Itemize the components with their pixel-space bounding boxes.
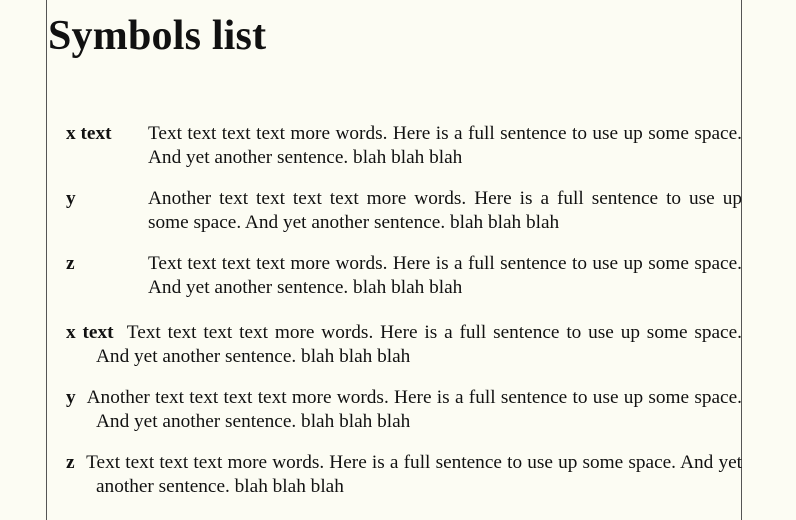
symbol-label: z <box>66 452 75 473</box>
symbol-label: x text <box>66 123 112 144</box>
symbol-description: Text text text text more words. Here is a full sentence to use up some space. And yet another sentence. blah blah blah <box>148 253 742 298</box>
symbol-entry-z <box>66 252 742 300</box>
symbol-entry-x-hanging <box>66 321 742 369</box>
symbol-description: Text text text text more words. Here is a full sentence to use up some space. And yet another sentence. blah blah blah <box>96 322 742 367</box>
symbol-label: y <box>66 387 76 408</box>
page-title: Symbols list <box>48 13 267 59</box>
symbol-description: Text text text text more words. Here is a full sentence to use up some space. And yet another sentence. blah blah blah <box>86 452 742 497</box>
symbol-label: y <box>66 188 76 209</box>
left-margin-rule <box>46 0 47 520</box>
symbol-entry-y <box>66 187 742 235</box>
symbol-description: Another text text text text more words. Here is a full sentence to use up some space. And yet another sentence. blah blah blah <box>148 188 742 233</box>
symbol-label: z <box>66 253 75 274</box>
symbol-entry-y-hanging <box>66 386 742 434</box>
symbol-entry-x <box>66 122 742 170</box>
symbol-description: Another text text text text more words. Here is a full sentence to use up some space. And yet another sentence. blah blah blah <box>86 387 742 432</box>
symbol-entry-z-hanging <box>66 451 742 499</box>
symbol-description: Text text text text more words. Here is a full sentence to use up some space. And yet another sentence. blah blah blah <box>148 123 742 168</box>
symbol-label: x text <box>66 322 114 343</box>
